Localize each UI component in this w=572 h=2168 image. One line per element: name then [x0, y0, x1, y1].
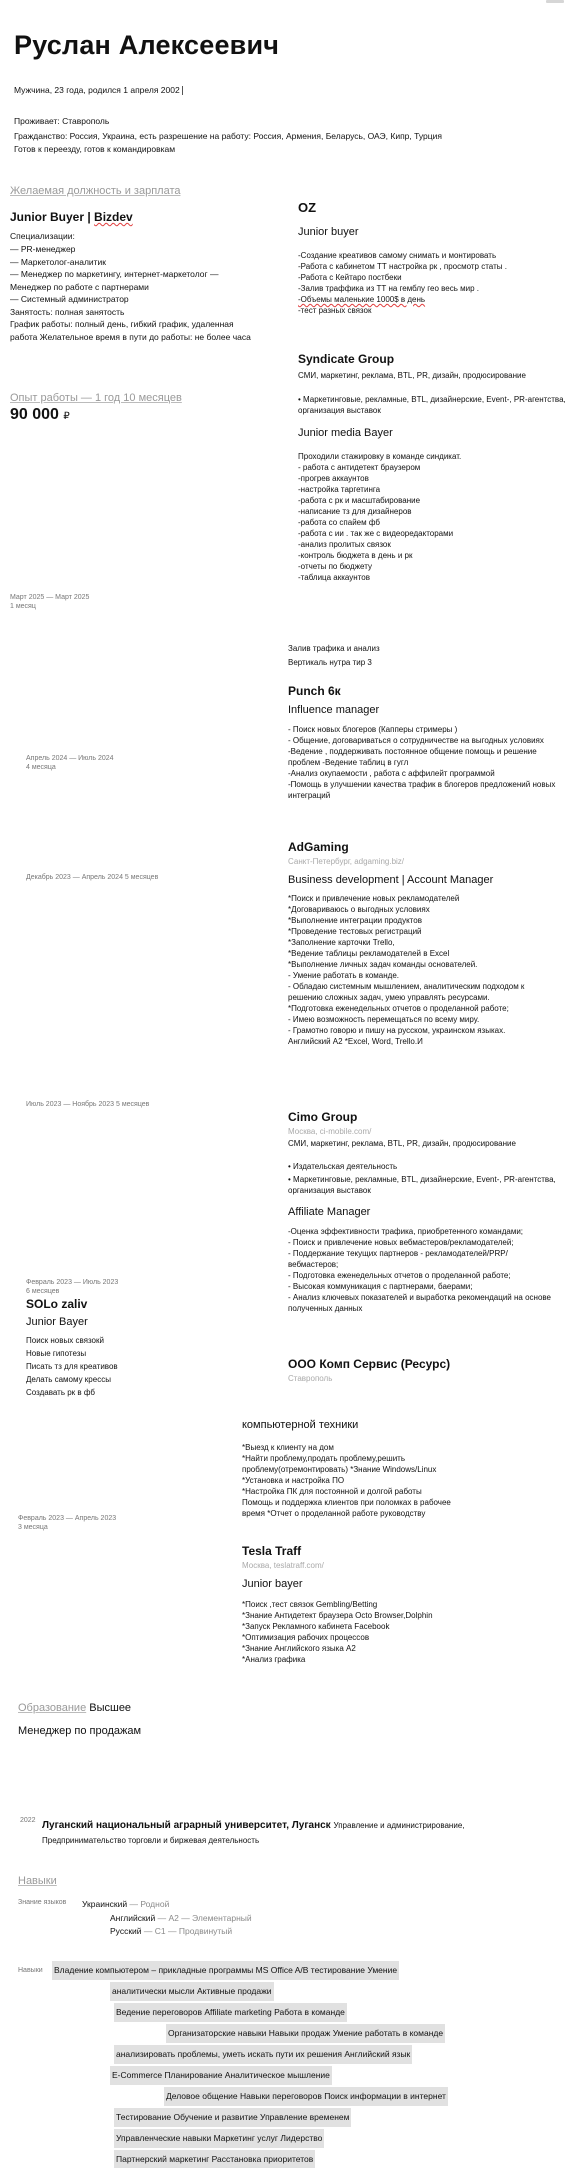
- task-item: *Заполнение карточки Trello,: [288, 938, 395, 947]
- period-oz: Март 2025 — Март 2025: [10, 594, 90, 601]
- company-punch: Punch 6к: [288, 684, 341, 698]
- task-item: *Проведение тестовых регистраций: [288, 927, 422, 936]
- task-item: -тест разных связок: [298, 306, 372, 315]
- role-syndicate: Junior media Bayer: [298, 427, 393, 439]
- company-oz: OZ: [298, 200, 317, 215]
- company-tesla: Tesla Traff: [242, 1544, 302, 1558]
- desired-position-section-title[interactable]: Желаемая должность и зарплата: [10, 185, 181, 197]
- language-native-level: — Родной: [129, 1899, 170, 1909]
- task-item: Делать самому крессы: [26, 1375, 111, 1384]
- company-komp-servis: ООО Комп Сервис (Ресурс): [288, 1357, 451, 1371]
- specialization-item: — Маркетолог-аналитик: [10, 256, 107, 267]
- task-item: -Объемы маленькие 1000$ в день: [298, 295, 426, 304]
- role-komp-servis: компьютерной техники: [242, 1419, 359, 1431]
- task-item: Помощь и поддержка клиентов при поломках в рабочее время *Отчет о проделанной работе руководству: [242, 1498, 451, 1518]
- skills-section-title[interactable]: Навыки: [18, 1875, 57, 1887]
- task-item: *Договариваюсь о выгодных условиях: [288, 905, 430, 914]
- language-russian-name: Русский: [110, 1926, 142, 1936]
- period-solo: Февраль 2023 — Июль 2023: [26, 1279, 119, 1286]
- task-item: *Выполнение личных задач команды основателей.: [288, 960, 478, 969]
- languages-label: Знание языков: [18, 1899, 67, 1906]
- task-item: *Ведение таблицы рекламодателей в Excel: [288, 949, 450, 958]
- language-native: [82, 1898, 169, 1910]
- salary: [10, 406, 70, 424]
- role-punch: Influence manager: [288, 704, 380, 716]
- language-english-name: Английский: [110, 1913, 156, 1923]
- task-item: - Высокая коммуникация с партнерами, баерами;: [288, 1282, 473, 1291]
- text-caret: [182, 86, 183, 95]
- role-adgaming: Business development | Account Manager: [288, 874, 494, 886]
- skills-line: [52, 2107, 552, 2128]
- task-item: Писать тз для креативов: [26, 1362, 118, 1371]
- task-item: *Знание Антидетект браузера Octo Browser,Dolphin: [242, 1611, 433, 1620]
- language-english-level: — A2 — Элементарный: [157, 1913, 252, 1923]
- cimo-industry-2: • Издательская деятельность: [288, 1162, 398, 1171]
- task-item: *Выполнение интеграции продуктов: [288, 916, 422, 925]
- task-item: - Поддержание текущих партнеров - рекламодателей/PRP/вебмастеров;: [288, 1249, 508, 1269]
- task-item: - Умение работать в команде.: [288, 971, 399, 980]
- company-adgaming: AdGaming: [288, 840, 349, 854]
- language-russian-level: — C1 — Продвинутый: [143, 1926, 233, 1936]
- skill-tag: Ведение переговоров Affiliate marketing Работа в команде: [114, 2003, 347, 2022]
- skills-label: Навыки: [18, 1967, 43, 1974]
- task-item: *Поиск и привлечение новых рекламодателей: [288, 894, 460, 903]
- location-tesla: Москва, teslatraff.com/: [242, 1561, 324, 1570]
- skill-tag: Организаторские навыки Навыки продаж Умение работать в команде: [166, 2024, 445, 2043]
- skills-line: [52, 2023, 552, 2044]
- skill-tag: Тестирование Обучение и развитие Управление временем: [114, 2108, 351, 2127]
- task-item: *Знание Английского языка А2: [242, 1644, 356, 1653]
- personal-info: [14, 84, 183, 96]
- skills-line: [52, 2002, 552, 2023]
- task-item: -Помощь в улучшении качества трафик в блогеров предложений новых интеграций: [288, 780, 556, 800]
- education-faculty: Управление и администрирование, Предпринимательство торговли и биржевая деятельность: [42, 1821, 465, 1845]
- relocation: Готов к переезду, готов к командировкам: [14, 144, 176, 154]
- task-item: -работа с рк и масштабирование: [298, 496, 421, 505]
- skills-line: [52, 2065, 552, 2086]
- specialization-item: работа Желательное время в пути до работы: не более часа: [10, 331, 251, 342]
- specialization-item: Занятость: полная занятость: [10, 306, 125, 317]
- education-header: [18, 1702, 131, 1714]
- specialization-item: График работы: полный день, гибкий график, удаленная: [10, 319, 234, 329]
- specialization-item: Менеджер по работе с партнерами: [10, 281, 149, 292]
- task-item: *Запуск Рекламного кабинета Facebook: [242, 1622, 390, 1631]
- task-item: Создавать рк в фб: [26, 1388, 95, 1397]
- education-section-title[interactable]: Образование: [18, 1702, 87, 1714]
- task-item: *Поиск ,тест связок Gembling/Betting: [242, 1600, 378, 1609]
- salary-amount: 90 000: [10, 406, 59, 423]
- residence: Проживает: Ставрополь: [14, 116, 110, 126]
- skills-line: [52, 1981, 552, 2002]
- duration-solo: 6 месяцев: [26, 1288, 60, 1295]
- skill-tag: Деловое общение Навыки переговоров Поиск информации в интернет: [164, 2087, 448, 2106]
- task-item: - Обладаю системным мышлением, аналитическим подходом к решению сложных задач, умею управлять ресурсами.: [288, 982, 525, 1002]
- syndicate-industry-2: • Маркетинговые, рекламные, BTL, дизайнерские, Event-, PR-агентства, организация выставок: [298, 395, 566, 415]
- tasks-syndicate: [298, 451, 568, 583]
- syndicate-extra-2: Вертикаль нутра тир 3: [288, 658, 372, 667]
- task-item: *Оптимизация рабочих процессов: [242, 1633, 370, 1642]
- task-item: -Залив траффика из ТТ на гемблу гео весь мир .: [298, 284, 479, 293]
- desired-position-title: Junior Buyer |: [10, 210, 95, 224]
- specializations-title: Специализации:: [10, 231, 75, 241]
- task-item: -работа со спайем фб: [298, 518, 380, 527]
- skills-line: [52, 2128, 552, 2149]
- period-tesla: Февраль 2023 — Апрель 2023: [18, 1515, 117, 1522]
- task-item: -Оценка эффективности трафика, приобретенного командами;: [288, 1227, 524, 1236]
- syndicate-extra-1: Залив трафика и анализ: [288, 644, 380, 653]
- skill-tag: аналитически мысли Активные продажи: [110, 1982, 274, 2001]
- education-level: Высшее: [89, 1702, 132, 1714]
- specialization-item: — Менеджер по маркетингу, интернет-маркетолог —: [10, 269, 219, 279]
- task-item: - Общение, договариваться о сотрудничестве на выгодных условиях: [288, 736, 544, 745]
- task-item: *Установка и настройка ПО: [242, 1476, 345, 1485]
- personal-text: Мужчина, 23 года, родился 1 апреля 2002: [14, 85, 180, 95]
- experience-section-title[interactable]: Опыт работы — 1 год 10 месяцев: [10, 392, 182, 404]
- syndicate-industry-1: СМИ, маркетинг, реклама, BTL, PR, дизайн, продюсирование: [298, 371, 526, 380]
- education-university: Луганский национальный аграрный университет, Луганск: [42, 1820, 331, 1831]
- specializations-list: [10, 243, 300, 343]
- location-cimo: Москва, ci-mobile.com/: [288, 1127, 372, 1136]
- skill-tag: анализировать проблемы, уметь искать пути их решения Английский язык: [114, 2045, 412, 2064]
- scroll-indicator: [546, 0, 564, 3]
- location-komp-servis: Ставрополь: [288, 1374, 333, 1383]
- task-item: - Грамотно говорю и пишу на русском, украинском языках.: [288, 1026, 506, 1035]
- task-item: - Поиск и привлечение новых вебмастеров/рекламодателей;: [288, 1238, 514, 1247]
- period-punch: Апрель 2024 — Июль 2024: [26, 755, 114, 762]
- period-cimo: Июль 2023 — Ноябрь 2023 5 месяцев: [26, 1101, 150, 1108]
- company-solo: SOLo zaliv: [26, 1297, 88, 1311]
- task-item: - Имею возможность перемещаться по всему миру.: [288, 1015, 480, 1024]
- task-item: -Работа с кабинетом ТТ настройка рк , просмотр статы .: [298, 262, 507, 271]
- task-item: *Выезд к клиенту на дом: [242, 1443, 334, 1452]
- task-item: -настройка таргетинга: [298, 485, 381, 494]
- skill-tag: Партнерский маркетинг Расстановка приоритетов: [114, 2150, 315, 2168]
- task-item: -Ведение , поддерживать постоянное общение помощь и решение проблем -Ведение таблиц в гугл: [288, 747, 537, 767]
- role-solo: Junior Bayer: [26, 1316, 88, 1328]
- task-item: -контроль бюджета в день и рк: [298, 551, 413, 560]
- task-item: -анализ пролитых связок: [298, 540, 391, 549]
- location-adgaming: Санкт-Петербург, adgaming.biz/: [288, 857, 405, 866]
- skills-line: [52, 2044, 552, 2065]
- task-item: - Поиск новых блогеров (Капперы стримеры ): [288, 725, 458, 734]
- task-item: *Подготовка еженедельных отчетов о проделанной работе;: [288, 1004, 509, 1013]
- skills-line: [52, 2086, 552, 2107]
- skills-block: [52, 1960, 552, 2168]
- task-item: -прогрев аккаунтов: [298, 474, 369, 483]
- tasks-tesla: [242, 1599, 452, 1665]
- desired-position: [10, 210, 133, 224]
- tasks-punch: [288, 724, 558, 801]
- desired-position-brand: Bizdev: [94, 210, 133, 224]
- role-cimo: Affiliate Manager: [288, 1206, 371, 1218]
- task-item: -написание тз для дизайнеров: [298, 507, 412, 516]
- task-item: -работа с ии . так же с видеоредакторами: [298, 529, 454, 538]
- task-item: - работа с антидетект браузером: [298, 463, 421, 472]
- task-item: -отчеты по бюджету: [298, 562, 372, 571]
- language-english: [110, 1912, 252, 1924]
- skill-tag: E-Commerce Планирование Аналитическое мышление: [110, 2066, 332, 2085]
- task-item: -Работа с Кейтаро постбеки: [298, 273, 402, 282]
- education-university-block: [42, 1818, 502, 1848]
- skills-line: [52, 1960, 552, 1981]
- language-native-name: Украинский: [82, 1899, 128, 1909]
- task-item: - Анализ ключевых показателей и выработка рекомендаций на основе полученных данных: [288, 1293, 551, 1313]
- tasks-solo: [26, 1334, 266, 1399]
- duration-oz: 1 месяц: [10, 603, 36, 610]
- task-item: -Анализ окупаемости , работа с аффилейт программой: [288, 769, 495, 778]
- task-item: Поиск новых связокй: [26, 1336, 104, 1345]
- task-item: *Анализ графика: [242, 1655, 306, 1664]
- tasks-cimo: [288, 1226, 558, 1314]
- period-adgaming: Декабрь 2023 — Апрель 2024 5 месяцев: [26, 874, 159, 881]
- task-item: - Подготовка еженедельных отчетов о проделанной работе;: [288, 1271, 511, 1280]
- role-tesla: Junior bayer: [242, 1578, 303, 1590]
- task-item: Проходили стажировку в команде синдикат.: [298, 452, 462, 461]
- company-syndicate: Syndicate Group: [298, 352, 395, 366]
- education-year: 2022: [20, 1817, 36, 1824]
- duration-punch: 4 месяца: [26, 764, 56, 771]
- task-item: -Создание креативов самому снимать и монтировать: [298, 251, 497, 260]
- tasks-komp-servis: [242, 1442, 452, 1519]
- language-russian: [110, 1925, 232, 1937]
- task-item: -таблица аккаунтов: [298, 573, 370, 582]
- specialization-item: — PR-менеджер: [10, 244, 76, 254]
- task-item: *Найти проблему,продать проблему,решить проблему(отремонтировать) *Знание Windows/Linux: [242, 1454, 437, 1474]
- cimo-industry-1: СМИ, маркетинг, реклама, BTL, PR, дизайн, продюсирование: [288, 1139, 516, 1148]
- skill-tag: Владение компьютером – прикладные программы MS Office A/B тестирование Умение: [52, 1961, 399, 1980]
- role-oz: Junior buyer: [298, 226, 359, 238]
- citizenship: Гражданство: Россия, Украина, есть разрешение на работу: Россия, Армения, Беларусь, ОАЭ, Кипр, Турция: [14, 131, 442, 141]
- candidate-name: Руслан Алексеевич: [14, 30, 280, 60]
- tasks-oz: [298, 250, 568, 316]
- skill-tag: Управленческие навыки Маркетинг услуг Лидерство: [114, 2129, 324, 2148]
- duration-tesla: 3 месяца: [18, 1524, 48, 1531]
- task-item: Новые гипотезы: [26, 1349, 87, 1358]
- company-cimo: Cimo Group: [288, 1110, 358, 1124]
- skills-line: [52, 2149, 552, 2168]
- specialization-item: — Системный администратор: [10, 294, 129, 304]
- task-item: Английский А2 *Excel, Word, Trello.И: [288, 1037, 423, 1046]
- cimo-industry-3: • Маркетинговые, рекламные, BTL, дизайнерские, Event-, PR-агентства, организация выставок: [288, 1175, 556, 1195]
- tasks-adgaming: [288, 893, 558, 1047]
- salary-currency: ₽: [63, 411, 70, 422]
- education-specialty: Менеджер по продажам: [18, 1725, 142, 1737]
- task-item: *Настройка ПК для постоянной и долгой работы: [242, 1487, 422, 1496]
